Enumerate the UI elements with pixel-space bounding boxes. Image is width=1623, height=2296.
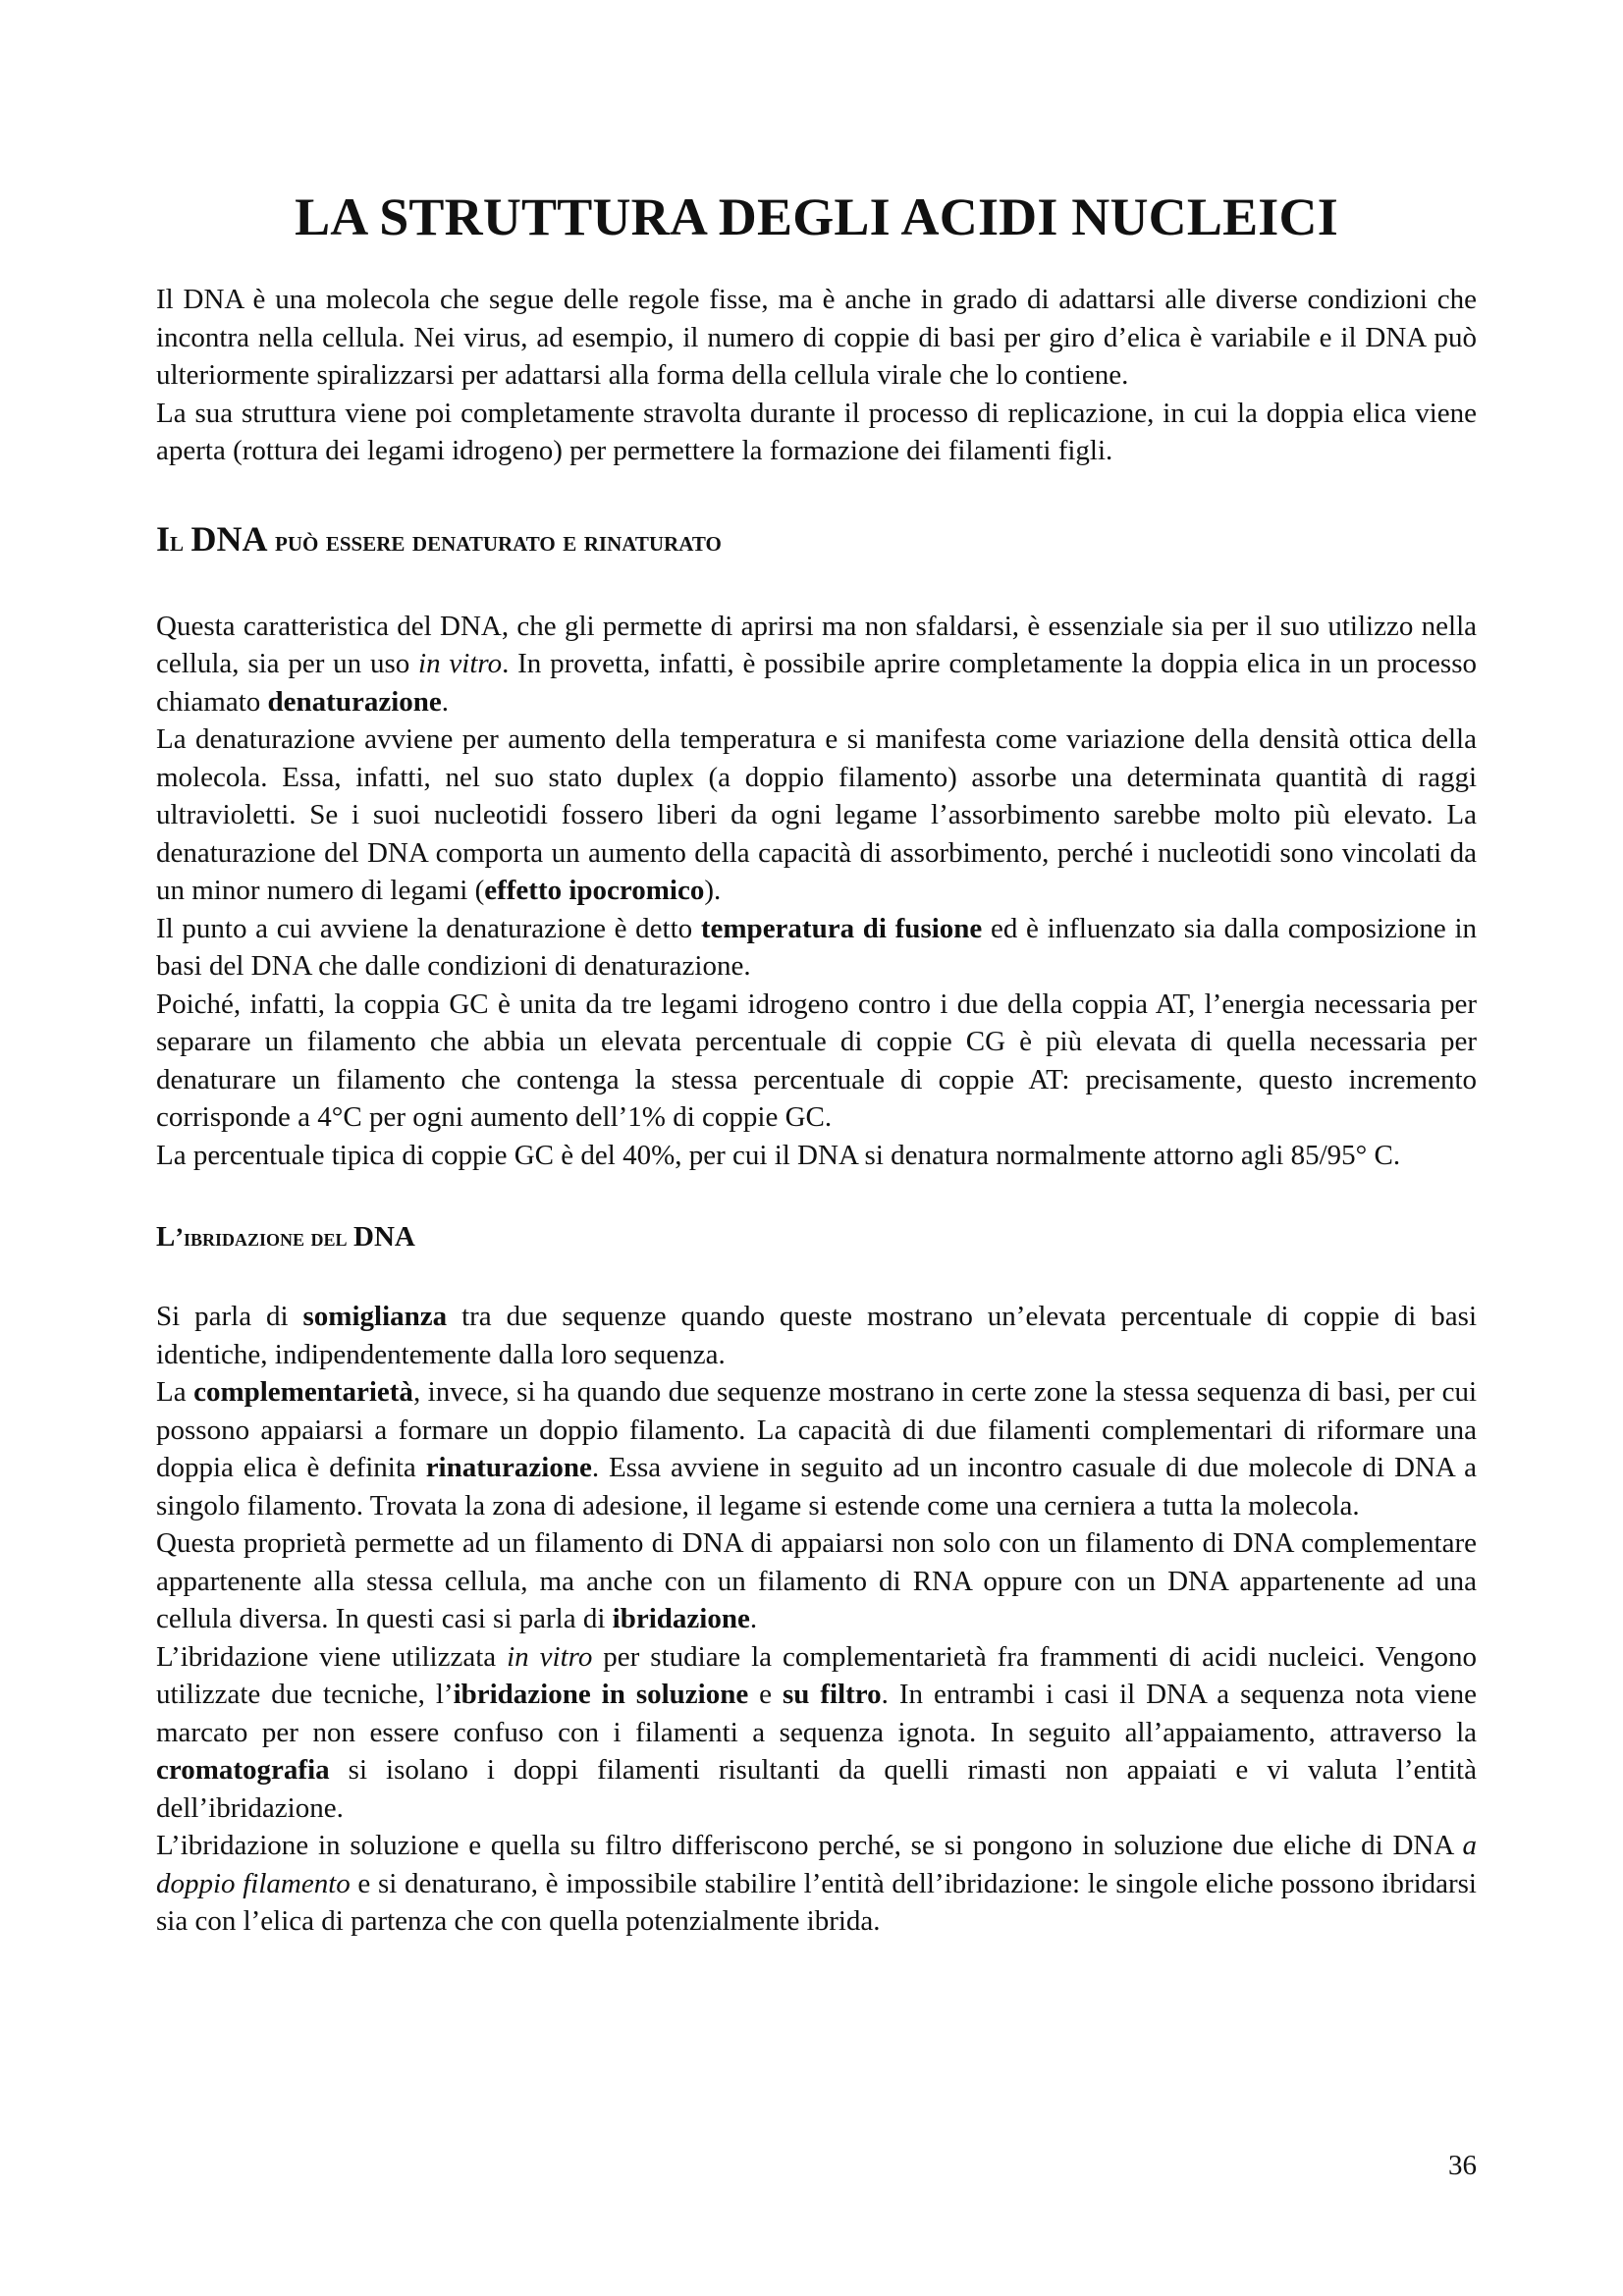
text-run: , invece, si ha quando due sequenze mostrano in certe zone la stessa sequenza di basi, per cui possono appaiarsi a formare un doppio filamento. La capacità di due filamenti complementari di riformare una doppia elica è definita <box>156 1376 1477 1484</box>
section-heading-hybridization <box>156 1220 1477 1255</box>
denaturation-paragraph-2 <box>156 721 1477 910</box>
text-run: ). <box>704 875 722 907</box>
section-heading-denaturation <box>156 520 1477 561</box>
text-run: e si denaturano, è impossibile stabilire l’entità dell’ibridazione: le singole eliche possono ibridarsi sia con l’elica di partenza che con quella potenzialmente ibrida. <box>156 1867 1477 1938</box>
heading-dna: DNA <box>353 1221 415 1254</box>
bold-term: ibridazione <box>612 1603 750 1635</box>
heading-text-a: l <box>170 524 191 558</box>
italic-term: in vitro <box>418 648 503 680</box>
hybridization-paragraph-5 <box>156 1827 1477 1941</box>
text-run: tra due sequenze quando queste mostrano un’elevata percentuale di coppie di basi identiche, indipendentemente dalla loro sequenza. <box>156 1301 1477 1370</box>
text-run: La <box>156 1376 194 1409</box>
document-title: LA STRUTTURA DEGLI ACIDI NUCLEICI <box>295 187 1338 246</box>
heading-initial: I <box>156 518 171 559</box>
hybridization-paragraph-4 <box>156 1638 1477 1828</box>
text-run: Il punto a cui avviene la denaturazione è detto <box>156 912 701 944</box>
text-run: . <box>749 1603 758 1635</box>
text-run: L’ibridazione viene utilizzata <box>156 1640 508 1673</box>
text-run: per studiare la complementarietà fra frammenti di acidi nucleici. Vengono utilizzate due tecniche, l’ <box>156 1640 1477 1711</box>
bold-term: su filtro <box>783 1679 882 1711</box>
text-run: Questa proprietà permette ad un filamento di DNA di appaiarsi non solo con un filamento di DNA complementare appartenente alla stessa cellula, ma anche con un filamento di RNA oppure con un DNA appartenente ad una cellula diversa. In questi casi si parla di <box>156 1527 1477 1635</box>
text-run: e <box>748 1679 783 1711</box>
bold-term: denaturazione <box>267 685 442 718</box>
text-run: . In provetta, infatti, è possibile aprire completamente la doppia elica in un processo chiamato <box>156 648 1477 718</box>
document-page <box>156 187 1477 1941</box>
text-run: . Essa avviene in seguito ad un incontro casuale di due molecole di DNA a singolo filamento. Trovata la zona di adesione, il legame si estende come una cerniera a tutta la molecola. <box>156 1452 1477 1522</box>
heading-text-b: può essere denaturato e rinaturato <box>267 524 722 558</box>
hybridization-paragraph-1 <box>156 1298 1477 1373</box>
text-run: L’ibridazione in soluzione e quella su filtro differiscono perché, se si pongono in soluzione due eliche di DNA <box>156 1830 1463 1862</box>
heading-initial: L <box>156 1221 176 1254</box>
intro-paragraph-1: Il DNA è una molecola che segue delle regole fisse, ma è anche in grado di adattarsi alle diverse condizioni che incontra nella cellula. Nei virus, ad esempio, il numero di coppie di basi per giro d’elica è variabile e il DNA può ulteriormente spiralizzarsi per adattarsi alla forma della cellula virale che lo contiene. <box>156 284 1477 392</box>
hybridization-paragraph-3 <box>156 1524 1477 1638</box>
text-run: La denaturazione avviene per aumento della temperatura e si manifesta come variazione della densità ottica della molecola. Essa, infatti, nel suo stato duplex (a doppio filamento) assorbe una determinata quantità di raggi ultravioletti. Se i suoi nucleotidi fossero liberi da ogni legame l’assorbimento sarebbe molto più elevato. La denaturazione del DNA comporta un aumento della capacità di assorbimento, perché i nucleotidi sono vincolati da un minor numero di legami ( <box>156 723 1477 907</box>
bold-term: temperatura di fusione <box>700 912 983 944</box>
text-run: . In entrambi i casi il DNA a sequenza nota viene marcato per non essere confuso con i filamenti a sequenza ignota. In seguito all’appaiamento, attraverso la <box>156 1679 1477 1748</box>
text-run: ed è influenzato sia dalla composizione in basi del DNA che dalle condizioni di denaturazione. <box>156 912 1478 983</box>
bold-term: cromatografia <box>156 1754 330 1787</box>
denaturation-paragraph-1 <box>156 608 1477 721</box>
heading-text-a: ’ibridazione del <box>175 1223 354 1253</box>
text-run: . <box>441 685 450 718</box>
hybridization-paragraph-2 <box>156 1373 1477 1524</box>
text-run: Si parla di <box>156 1301 303 1333</box>
bold-term: ibridazione in soluzione <box>453 1679 749 1711</box>
page-number: 36 <box>1448 2150 1477 2181</box>
denaturation-paragraph-4: Poiché, infatti, la coppia GC è unita da tre legami idrogeno contro i due della coppia AT, l’energia necessaria per separare un filamento che abbia un elevata percentuale di coppie CG è più elevata di quella necessaria per denaturare un filamento che contenga la stessa percentuale di coppie AT: precisamente, questo incremento corrisponde a 4°C per ogni aumento dell’1% di coppie GC. <box>156 988 1477 1134</box>
heading-dna: DNA <box>190 518 268 559</box>
italic-term: in vitro <box>507 1640 593 1673</box>
intro-paragraph-2: La sua struttura viene poi completamente stravolta durante il processo di replicazione, in cui la doppia elica viene aperta (rottura dei legami idrogeno) per permettere la formazione dei filamenti figli. <box>156 397 1477 467</box>
bold-term: complementarietà <box>193 1376 413 1409</box>
denaturation-paragraph-3 <box>156 910 1477 986</box>
bold-term: effetto ipocromico <box>484 875 705 907</box>
italic-term: a doppio filamento <box>156 1830 1477 1899</box>
text-run: Questa caratteristica del DNA, che gli permette di aprirsi ma non sfaldarsi, è essenziale sia per il suo utilizzo nella cellula, sia per un uso <box>156 610 1477 680</box>
text-run: si isolano i doppi filamenti risultanti da quelli rimasti non appaiati e vi valuta l’entità dell’ibridazione. <box>156 1754 1477 1824</box>
denaturation-paragraph-5: La percentuale tipica di coppie GC è del 40%, per cui il DNA si denatura normalmente attorno agli 85/95° C. <box>156 1139 1401 1171</box>
bold-term: somiglianza <box>302 1301 448 1333</box>
bold-term: rinaturazione <box>425 1452 592 1484</box>
